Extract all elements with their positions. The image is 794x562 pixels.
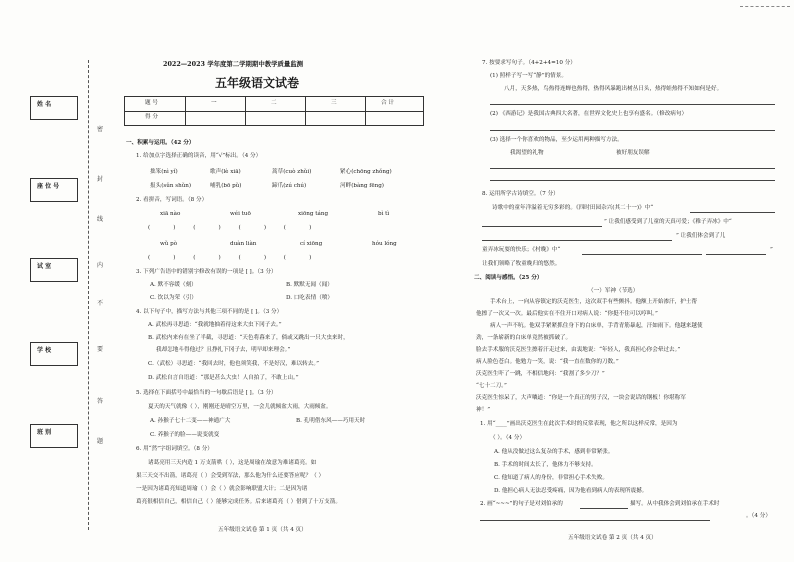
corner-mark <box>740 6 790 7</box>
page-title: 五年级语文试卷 <box>215 76 300 90</box>
score-header: 二 <box>271 100 277 106</box>
q6-line: 果三天交不出箭，诸葛亮（ ）会受到军法，那么他为什么还要答应呢？（ ） <box>136 473 325 479</box>
q6: 6. 用“然”字组词填空。（8 分） <box>136 446 213 452</box>
q4-option-c: C.（武松）寻思道：“我回去时，他也须笑我，不是好汉，难以转去。” <box>148 361 319 367</box>
score-header: 合 计 <box>381 100 394 106</box>
q4-option-a: A. 武松再寻思道：“我就地抽着待这来大虫下冈子去。” <box>148 322 282 328</box>
answer-line <box>490 168 775 169</box>
score-row-label: 得 分 <box>145 114 158 120</box>
q2-pinyin: xiā nào <box>160 211 181 217</box>
seat-box <box>30 178 78 202</box>
q8-line: ” 让我们体会到了儿 <box>676 233 726 239</box>
score-header: 三 <box>331 100 337 106</box>
reading-q1-option-d: D. 他担心病人无法忍受疼痛，因为他看到病人的表现所震撼。 <box>494 488 648 494</box>
passage-line: 劲，一条崭新的白床单竟然被抓破了。 <box>476 335 572 341</box>
seal-char: 答 <box>97 398 104 405</box>
room-label: 试 室 <box>37 263 52 270</box>
section-2-title: 二、阅读与感悟。（25 分） <box>474 275 543 281</box>
q2-blanks: ( ) ( ) ( ) ( ) <box>148 255 312 261</box>
q5-option-a: A. 孙猴子七十二变——神通广大 <box>150 418 231 424</box>
score-table <box>124 96 424 126</box>
passage-line: 他擦了一次又一次。最后他实在不住开口对病人说：“你挺不住可以哼叫。” <box>476 311 658 317</box>
school-year: 2022—2023 学年度第二学期期中教学质量监测 <box>163 60 304 68</box>
q7-3-option: 我渴望的礼物 <box>510 150 544 156</box>
q2-blanks: ( ) ( ) ( ) ( ) <box>148 225 312 231</box>
q4-option-d: D. 武松自言自语道：“那是甚么大虫！人自拍了，不敢上山。” <box>148 375 299 381</box>
reading-q2: 2. 画“~~~”的句子是对刘伯承的 <box>480 501 563 507</box>
score-header: 题 号 <box>145 100 158 106</box>
answer-line <box>580 508 628 509</box>
q2-pinyin: xiōng táng <box>298 211 329 217</box>
q1-option: 河畔(bàng fēng) <box>340 183 384 189</box>
q8-line: 诗歌中的童年洋溢着无穷多彩的。《四时田园杂兴(其二十一)》中“ <box>492 205 654 211</box>
seat-label: 座 位 号 <box>37 183 60 190</box>
name-box <box>30 96 78 120</box>
answer-line <box>490 104 775 105</box>
answer-line <box>490 130 775 131</box>
q1-option: 歌声(lè xiā) <box>210 169 241 175</box>
q3-option-d: D. 口吃表情（喷） <box>286 295 333 301</box>
passage-line: 病人脸色苍白。他勉力一笑，说：“我一直在数你的刀数。” <box>476 359 619 365</box>
q7-2: (2) 《西游记》是我国古典四大名著，在世界文化史上也享有盛名。（修改病句） <box>490 111 688 117</box>
reading-q1-option-b: B. 手术的时间太长了，他体力不够支持。 <box>494 462 597 468</box>
q8-line-end: ” <box>770 247 773 253</box>
answer-line <box>480 520 710 521</box>
passage-line: 神！” <box>476 407 491 413</box>
reading-q1-cont: （ ）。（4 分） <box>490 435 526 441</box>
seal-line <box>88 60 89 530</box>
q8-line: 童弄冰玩耍的快乐；《村晚》中“ <box>482 247 561 253</box>
seal-char: 封 <box>97 176 104 183</box>
q2-pinyin: bì tì <box>378 211 390 217</box>
class-box <box>30 424 78 448</box>
class-label: 班 别 <box>37 429 52 436</box>
q6-line: 葛亮很相信自己，相信自己（ ）能够完成任务。后来诸葛亮（ ）借到了十万支箭。 <box>136 499 341 505</box>
q1: 1. 给加点字选择正确的读音，用“√”标出。（4 分） <box>136 153 262 159</box>
passage-line: 病人一声不吭。他双手紧紧抓住身下的白床单，手背青筋暴起，汗如雨下。他越来越使 <box>490 323 703 329</box>
reading-q2-cont: 描写。从中我体会到刘伯承在手术时 <box>630 501 720 507</box>
q2-pinyin: duàn liàn <box>230 241 257 247</box>
q7-1-text: 八月，天多热，鸟热得连蝉也热得，热得风暴跑出树丛日头，热得蛙热得不知如何是好。 <box>504 86 723 92</box>
q5-option-b: B. 孔明借东风——巧用天时 <box>296 418 366 424</box>
score-header: 一 <box>211 100 217 106</box>
q1-option: 紧心(chōng zhǒng) <box>340 169 392 175</box>
q4-option-b: B. 武松内来有在坐了半截，寻思道：“天色将暮来了，倘或又跳出一只大虫来时， <box>148 335 349 341</box>
reading-q1-option-a: A. 他从没做过这么复杂的手术，感到非常紧张。 <box>494 449 614 455</box>
q5-text: 夏天的天气就像（ ），刚刚还是晴空万里，一会儿就倾盆大雨，大雨倾盆。 <box>148 404 332 410</box>
q1-option: 拙笨(nì yǐ) <box>150 169 178 175</box>
q7-1: (1) 照样子写一写“静”的情景。 <box>490 73 567 79</box>
q7: 7. 按要求写句子。（4+2+4=10 分） <box>482 60 576 66</box>
q3-option-a: A. 默不容缓（刻） <box>150 282 197 288</box>
seal-char: 题 <box>97 438 104 445</box>
passage-title: （一）军神（节选） <box>588 288 639 294</box>
q2-pinyin: cí xiōng <box>300 241 323 247</box>
q1-option: 报头(sǔn shǔn) <box>150 183 192 189</box>
school-label: 学 校 <box>37 347 52 354</box>
q8-line: 让我们领略了牧童晚归的悠然。 <box>482 261 561 267</box>
passage-line: 脸去手术服的沃克医生擦着汗走过来，由衷地说：“年轻人，我真担心你会晕过去。” <box>476 347 681 353</box>
q1-option: 蹄爪(zú chú) <box>272 183 307 189</box>
q4-option-b-cont: 我却怎地斗得他过？且挣扎下冈子去，明早却来理会。” <box>156 347 291 353</box>
answer-line <box>690 212 775 213</box>
room-box <box>30 258 78 282</box>
name-label: 姓 名 <box>37 101 52 108</box>
seal-char: 要 <box>97 346 104 353</box>
q4: 4. 以下句子中，描写方法与其他三项不同的是 [ ]。（3 分） <box>136 309 283 315</box>
q8-line: ” 让我们感受到了儿童的天真可爱；《稚子弄冰》中“ <box>604 219 732 225</box>
answer-line <box>490 180 775 181</box>
q3-option-b: B. 默默无闻（闻） <box>286 282 333 288</box>
passage-line: 沃克医生惊呆了，大声嚷道：“你是一个真正的男子汉，一块会说话的钢板！你堪称军 <box>476 395 686 401</box>
q7-3: (3) 选择一个你喜欢的物品，至少运用两种描写方法。 <box>490 137 623 143</box>
q7-3-option: 被好朋友误解 <box>616 150 650 156</box>
reading-q2-end: 。（4 分） <box>746 513 771 519</box>
page-footer-left: 五年级语文试卷 第 1 页（共 4 页） <box>218 527 307 533</box>
answer-line <box>482 240 672 241</box>
seal-char: 内 <box>97 262 104 269</box>
sidebar <box>0 0 120 562</box>
q3-option-c: C. 饮以为荣（引） <box>150 295 197 301</box>
reading-q1: 1. 用“____”画出沃克医生在此次手术时的反常表现，他之所以这样反常，是因为 <box>480 421 678 427</box>
seal-char: 密 <box>97 126 104 133</box>
reading-q1-option-c: C. 他知道了病人的身份，非常担心手术失败。 <box>494 475 608 481</box>
answer-line <box>582 254 702 255</box>
answer-line <box>706 254 766 255</box>
answer-line <box>482 226 602 227</box>
q5-option-c: C. 养猴子的脸——说变就变 <box>150 432 220 438</box>
school-box <box>30 342 78 366</box>
q2: 2. 看拼音，写词语。（8 分） <box>136 197 208 203</box>
passage-line: 沃克医生吓了一跳，不相信地问：“我割了多少刀？” <box>476 371 605 377</box>
section-1-title: 一、积累与运用。（42 分） <box>126 140 195 146</box>
q3: 3. 下列广告语中的错别字修改有误的一项是 [ ]。（3 分） <box>136 269 277 275</box>
q1-option: 蒿草(cuò zhǔi) <box>272 169 312 175</box>
q8: 8. 运用所学古诗填空。（7 分） <box>482 191 559 197</box>
seal-char: 不 <box>97 300 104 307</box>
q2-pinyin: hóu lóng <box>372 241 397 247</box>
q2-pinyin: wéi tuō <box>230 211 251 217</box>
q2-pinyin: wǔ pò <box>160 241 178 247</box>
q1-option: 哺乳(bō pǔ) <box>210 183 242 189</box>
page-footer-right: 五年级语文试卷 第 2 页（共 4 页） <box>568 535 657 541</box>
q6-line: 一是因为诸葛亮知道周瑜（ ）会（ ）就会影响联盟大计；二是因为诸 <box>136 486 308 492</box>
seal-char: 线 <box>97 216 104 223</box>
q5: 5. 选择在下面括号中最恰当的一句歇后语是 [ ]。（3 分） <box>136 390 277 396</box>
q6-line: 诸葛亮用三天内造 1 万支箭哄（ ），这是周瑜在故意为难诸葛亮。如 <box>148 460 317 466</box>
passage-line: “七十二刀。” <box>476 383 507 389</box>
passage-line: 手术台上，一向从容镇定的沃克医生，这次双手有些颤抖。他额上开始渗汗，护士帮 <box>490 299 697 305</box>
